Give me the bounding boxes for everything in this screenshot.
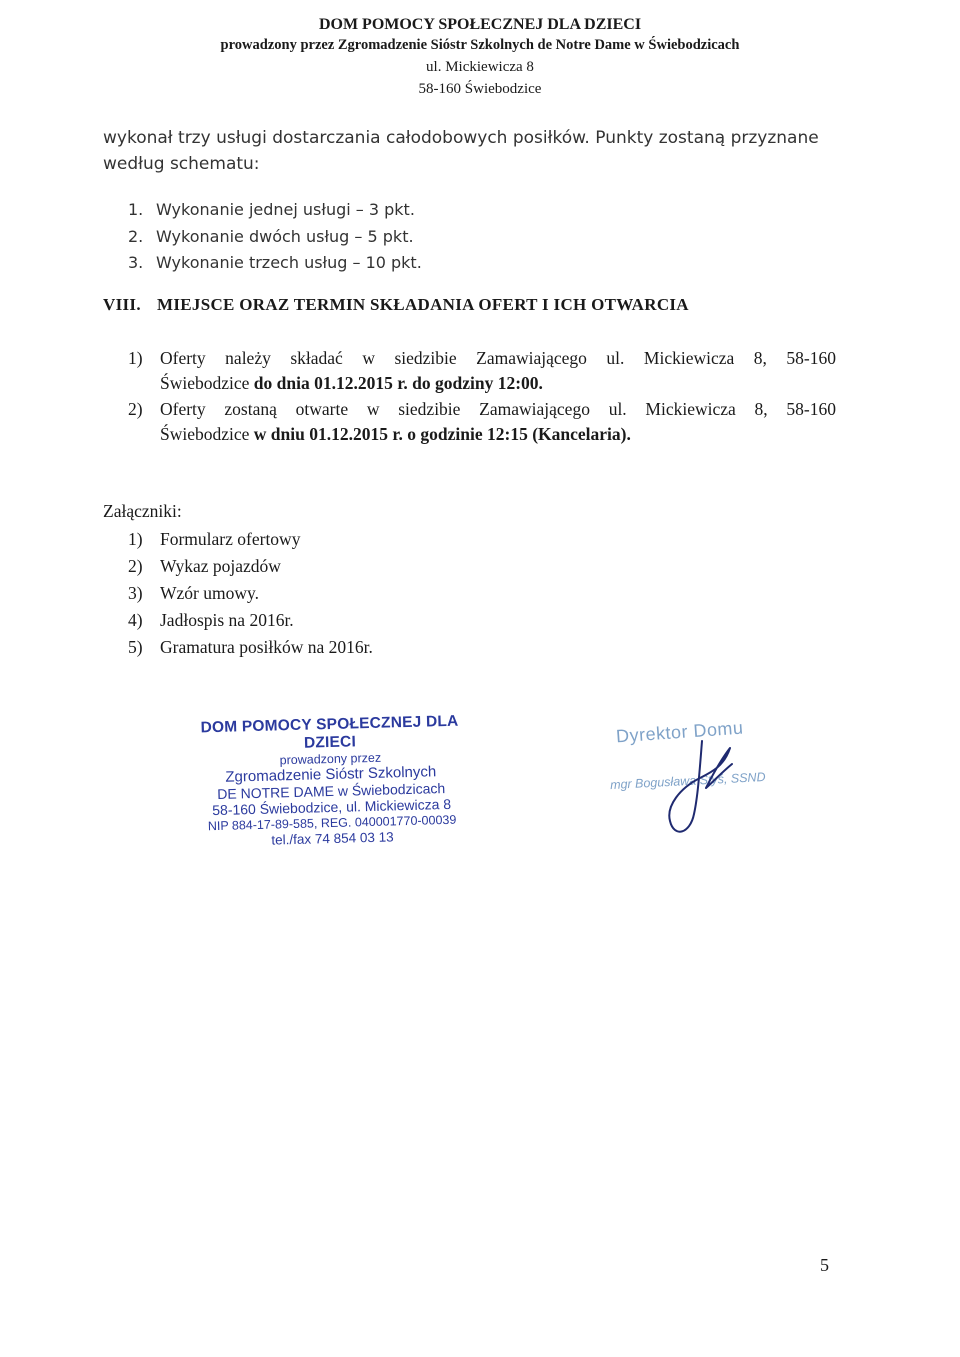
section-number: VIII. [103, 295, 141, 314]
list-item-text: Wykonanie jednej usługi – 3 pkt. [156, 200, 415, 219]
header-institution-name: DOM POMOCY SPOŁECZNEJ DLA DZIECI [318, 16, 642, 33]
director-title: Dyrektor Domu [615, 717, 745, 747]
stamp-line: DE NOTRE DAME w Świebodzicach [217, 780, 446, 802]
stamp-line: tel./fax 74 854 03 13 [271, 829, 394, 848]
rule-opening-date: w dniu 01.12.2015 r. o godzinie 12:15 (Kancelaria). [253, 424, 631, 444]
list-item-number: 1. [128, 200, 144, 219]
list-item-number: 4) [128, 610, 143, 630]
institution-stamp [194, 712, 467, 850]
stamp-line: Zgromadzenie Sióstr Szkolnych [225, 763, 437, 786]
stamp-line: prowadzony przez [279, 750, 382, 768]
list-item-text [160, 346, 836, 396]
submission-rules-list [128, 346, 836, 448]
attachments-list [128, 526, 373, 661]
list-item-text: Wzór umowy. [160, 583, 259, 603]
list-item-text: Formularz ofertowy [160, 529, 301, 549]
intro-paragraph: wykonał trzy usługi dostarczania całodobowych posiłków. Punkty zostaną przyznane według schematu: [103, 128, 819, 174]
stamp-line: 58-160 Świebodzice, ul. Mickiewicza 8 [212, 795, 452, 819]
rule-deadline: do dnia 01.12.2015 r. do godziny 12:00. [253, 373, 543, 393]
attachments-title: Załączniki: [103, 501, 182, 521]
list-item-text: Wykonanie dwóch usług – 5 pkt. [156, 226, 414, 246]
list-item [128, 250, 422, 277]
list-item-text [160, 397, 836, 447]
list-item-text: Jadłospis na 2016r. [160, 610, 294, 630]
points-scheme-list [128, 197, 422, 277]
list-item [128, 224, 422, 251]
rule-line-plain: Świebodzice [160, 424, 254, 444]
signature-icon [640, 726, 750, 851]
list-item-number: 1) [128, 348, 143, 368]
section-title: MIEJSCE ORAZ TERMIN SKŁADANIA OFERT I ICH OTWARCIA [157, 295, 689, 314]
section-heading [103, 295, 863, 315]
list-item-number: 3) [128, 583, 143, 603]
list-item [128, 346, 836, 396]
list-item-number: 5) [128, 637, 143, 657]
stamp-line: DOM POMOCY SPOŁECZNEJ DLA DZIECI [200, 712, 459, 752]
rule-line-plain: Świebodzice [160, 373, 254, 393]
list-item-number: 2) [128, 399, 143, 419]
header-operator: prowadzony przez Zgromadzenie Sióstr Szkolnych de Notre Dame w Świebodzicach [220, 37, 740, 53]
list-item [128, 580, 373, 607]
list-item [128, 197, 422, 224]
list-item [128, 634, 373, 661]
director-stamp [610, 718, 790, 848]
stamp-line: NIP 884-17-89-585, REG. 040001770-00039 [207, 812, 457, 834]
list-item-number: 2) [128, 556, 143, 576]
list-item [128, 526, 373, 553]
list-item [128, 607, 373, 634]
list-item-number: 1) [128, 529, 143, 549]
page-number: 5 [820, 1255, 829, 1275]
list-item-number: 2. [128, 226, 144, 246]
list-item-text: Wykonanie trzech usług – 10 pkt. [156, 253, 422, 272]
list-item [128, 397, 836, 447]
list-item-text: Wykaz pojazdów [160, 556, 281, 576]
list-item-number: 3. [128, 253, 144, 272]
header-city: 58-160 Świebodzice [418, 81, 542, 97]
list-item-text: Gramatura posiłków na 2016r. [160, 637, 373, 657]
list-item [128, 553, 373, 580]
header-street: ul. Mickiewicza 8 [426, 59, 534, 75]
director-name: mgr Bogusława Styś, SSND [609, 769, 766, 793]
document-header [0, 14, 960, 100]
rule-line: Oferty należy składać w siedzibie Zamawiającego ul. Mickiewicza 8, 58-160 [160, 348, 836, 368]
rule-line: Oferty zostaną otwarte w siedzibie Zamawiającego ul. Mickiewicza 8, 58-160 [160, 399, 836, 419]
